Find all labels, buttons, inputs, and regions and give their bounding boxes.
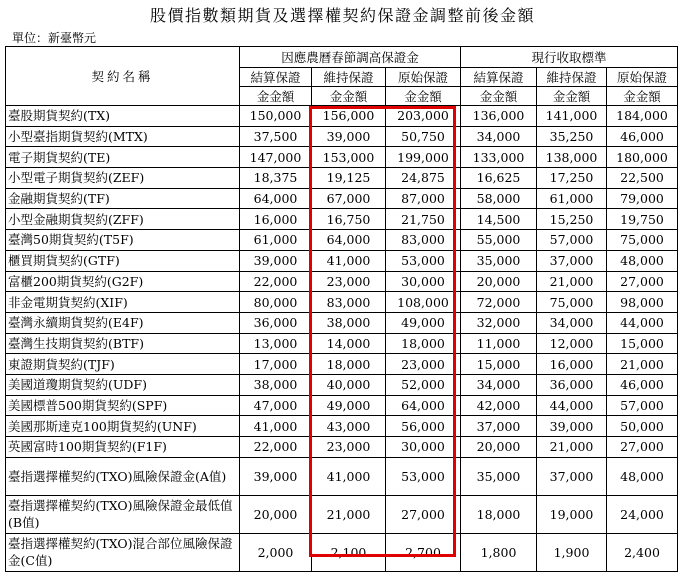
table-row — [6, 395, 678, 416]
contract-name-cell: 英國富時100期貨契約(F1F) — [6, 437, 240, 458]
adjusted-maintenance-cell: 153,000 — [312, 147, 386, 168]
current-maintenance-cell: 39,000 — [537, 416, 607, 437]
adjusted-clearing-cell: 41,000 — [240, 416, 312, 437]
adjusted-clearing-cell: 13,000 — [240, 333, 312, 354]
table-row — [6, 230, 678, 251]
contract-name-cell: 美國那斯達克100期貨契約(UNF) — [6, 416, 240, 437]
current-clearing-cell: 15,000 — [461, 354, 537, 375]
current-maintenance-cell: 12,000 — [537, 333, 607, 354]
current-initial-cell: 98,000 — [607, 292, 678, 313]
adjusted-maintenance-cell: 49,000 — [312, 395, 386, 416]
header-initial-bottom: 金金額 — [607, 87, 678, 106]
current-initial-cell: 79,000 — [607, 188, 678, 209]
adjusted-clearing-cell: 22,000 — [240, 271, 312, 292]
header-maintenance-top: 維持保證 — [312, 68, 386, 87]
current-initial-cell: 46,000 — [607, 126, 678, 147]
header-contract-name: 契約名稱 — [6, 47, 240, 106]
adjusted-initial-cell: 50,750 — [386, 126, 461, 147]
current-maintenance-cell: 35,250 — [537, 126, 607, 147]
header-maintenance-bottom: 金金額 — [312, 87, 386, 106]
contract-name-cell: 金融期貨契約(TF) — [6, 188, 240, 209]
current-maintenance-cell: 36,000 — [537, 374, 607, 395]
adjusted-maintenance-cell: 18,000 — [312, 354, 386, 375]
current-maintenance-cell: 37,000 — [537, 250, 607, 271]
current-maintenance-cell: 19,000 — [537, 495, 607, 533]
adjusted-clearing-cell: 22,000 — [240, 437, 312, 458]
header-initial-top: 原始保證 — [386, 68, 461, 87]
adjusted-clearing-cell: 39,000 — [240, 457, 312, 495]
adjusted-clearing-cell: 38,000 — [240, 374, 312, 395]
header-clearing-top: 結算保證 — [461, 68, 537, 87]
current-initial-cell: 21,000 — [607, 354, 678, 375]
adjusted-clearing-cell: 39,000 — [240, 250, 312, 271]
adjusted-initial-cell: 27,000 — [386, 495, 461, 533]
current-initial-cell: 184,000 — [607, 106, 678, 127]
current-clearing-cell: 35,000 — [461, 250, 537, 271]
adjusted-clearing-cell: 36,000 — [240, 312, 312, 333]
header-clearing-bottom: 金金額 — [461, 87, 537, 106]
adjusted-maintenance-cell: 39,000 — [312, 126, 386, 147]
adjusted-clearing-cell: 2,000 — [240, 533, 312, 571]
current-clearing-cell: 20,000 — [461, 271, 537, 292]
table-row — [6, 106, 678, 127]
adjusted-initial-cell: 83,000 — [386, 230, 461, 251]
current-clearing-cell: 133,000 — [461, 147, 537, 168]
contract-name-cell: 臺灣永續期貨契約(E4F) — [6, 312, 240, 333]
contract-name-cell: 電子期貨契約(TE) — [6, 147, 240, 168]
current-clearing-cell: 136,000 — [461, 106, 537, 127]
adjusted-clearing-cell: 47,000 — [240, 395, 312, 416]
header-maintenance-top: 維持保證 — [537, 68, 607, 87]
current-initial-cell: 27,000 — [607, 437, 678, 458]
current-clearing-cell: 34,000 — [461, 374, 537, 395]
adjusted-maintenance-cell: 43,000 — [312, 416, 386, 437]
contract-name-cell: 美國道瓊期貨契約(UDF) — [6, 374, 240, 395]
current-clearing-cell: 11,000 — [461, 333, 537, 354]
current-clearing-cell: 58,000 — [461, 188, 537, 209]
table-row — [6, 312, 678, 333]
adjusted-maintenance-cell: 2,100 — [312, 533, 386, 571]
adjusted-clearing-cell: 16,000 — [240, 209, 312, 230]
current-initial-cell: 22,500 — [607, 168, 678, 189]
table-row — [6, 188, 678, 209]
table-row — [6, 374, 678, 395]
current-maintenance-cell: 16,000 — [537, 354, 607, 375]
current-maintenance-cell: 21,000 — [537, 271, 607, 292]
adjusted-initial-cell: 203,000 — [386, 106, 461, 127]
contract-name-cell: 小型電子期貨契約(ZEF) — [6, 168, 240, 189]
table-row — [6, 333, 678, 354]
contract-name-cell: 非金電期貨契約(XIF) — [6, 292, 240, 313]
contract-name-cell: 臺股期貨契約(TX) — [6, 106, 240, 127]
contract-name-cell: 東證期貨契約(TJF) — [6, 354, 240, 375]
current-clearing-cell: 1,800 — [461, 533, 537, 571]
adjusted-maintenance-cell: 156,000 — [312, 106, 386, 127]
contract-name-cell: 小型臺指期貨契約(MTX) — [6, 126, 240, 147]
adjusted-clearing-cell: 61,000 — [240, 230, 312, 251]
header-clearing-top: 結算保證 — [240, 68, 312, 87]
current-clearing-cell: 20,000 — [461, 437, 537, 458]
adjusted-maintenance-cell: 41,000 — [312, 457, 386, 495]
adjusted-initial-cell: 49,000 — [386, 312, 461, 333]
current-clearing-cell: 55,000 — [461, 230, 537, 251]
current-clearing-cell: 42,000 — [461, 395, 537, 416]
unit-label: 單位：新臺幣元 — [12, 31, 97, 45]
current-maintenance-cell: 75,000 — [537, 292, 607, 313]
adjusted-initial-cell: 2,700 — [386, 533, 461, 571]
current-clearing-cell: 37,000 — [461, 416, 537, 437]
adjusted-maintenance-cell: 16,750 — [312, 209, 386, 230]
adjusted-initial-cell: 108,000 — [386, 292, 461, 313]
current-maintenance-cell: 44,000 — [537, 395, 607, 416]
adjusted-clearing-cell: 147,000 — [240, 147, 312, 168]
current-clearing-cell: 35,000 — [461, 457, 537, 495]
adjusted-initial-cell: 53,000 — [386, 250, 461, 271]
adjusted-maintenance-cell: 40,000 — [312, 374, 386, 395]
table-row — [6, 416, 678, 437]
contract-name-cell: 美國標普500期貨契約(SPF) — [6, 395, 240, 416]
table-row — [6, 533, 678, 571]
current-maintenance-cell: 141,000 — [537, 106, 607, 127]
current-maintenance-cell: 34,000 — [537, 312, 607, 333]
adjusted-maintenance-cell: 23,000 — [312, 271, 386, 292]
table-row — [6, 354, 678, 375]
current-initial-cell: 50,000 — [607, 416, 678, 437]
adjusted-clearing-cell: 20,000 — [240, 495, 312, 533]
contract-name-cell: 臺指選擇權契約(TXO)風險保證金(A值) — [6, 457, 240, 495]
adjusted-maintenance-cell: 23,000 — [312, 437, 386, 458]
table-body — [6, 106, 678, 572]
current-maintenance-cell: 17,250 — [537, 168, 607, 189]
margin-table — [5, 46, 678, 572]
current-maintenance-cell: 21,000 — [537, 437, 607, 458]
header-initial-bottom: 金金額 — [386, 87, 461, 106]
adjusted-initial-cell: 56,000 — [386, 416, 461, 437]
table-row — [6, 250, 678, 271]
current-initial-cell: 2,400 — [607, 533, 678, 571]
contract-name-cell: 富櫃200期貨契約(G2F) — [6, 271, 240, 292]
current-initial-cell: 15,000 — [607, 333, 678, 354]
current-initial-cell: 19,750 — [607, 209, 678, 230]
adjusted-initial-cell: 21,750 — [386, 209, 461, 230]
adjusted-initial-cell: 24,875 — [386, 168, 461, 189]
current-maintenance-cell: 138,000 — [537, 147, 607, 168]
adjusted-maintenance-cell: 67,000 — [312, 188, 386, 209]
current-initial-cell: 27,000 — [607, 271, 678, 292]
adjusted-initial-cell: 23,000 — [386, 354, 461, 375]
adjusted-initial-cell: 87,000 — [386, 188, 461, 209]
current-initial-cell: 46,000 — [607, 374, 678, 395]
adjusted-initial-cell: 53,000 — [386, 457, 461, 495]
current-initial-cell: 48,000 — [607, 457, 678, 495]
current-clearing-cell: 72,000 — [461, 292, 537, 313]
current-initial-cell: 44,000 — [607, 312, 678, 333]
adjusted-maintenance-cell: 14,000 — [312, 333, 386, 354]
adjusted-maintenance-cell: 19,125 — [312, 168, 386, 189]
adjusted-clearing-cell: 80,000 — [240, 292, 312, 313]
current-initial-cell: 180,000 — [607, 147, 678, 168]
adjusted-maintenance-cell: 64,000 — [312, 230, 386, 251]
contract-name-cell: 臺指選擇權契約(TXO)風險保證金最低值(B值) — [6, 495, 240, 533]
adjusted-maintenance-cell: 83,000 — [312, 292, 386, 313]
adjusted-maintenance-cell: 41,000 — [312, 250, 386, 271]
adjusted-clearing-cell: 150,000 — [240, 106, 312, 127]
adjusted-initial-cell: 30,000 — [386, 437, 461, 458]
current-initial-cell: 75,000 — [607, 230, 678, 251]
adjusted-initial-cell: 30,000 — [386, 271, 461, 292]
contract-name-cell: 小型金融期貨契約(ZFF) — [6, 209, 240, 230]
contract-name-cell: 臺灣生技期貨契約(BTF) — [6, 333, 240, 354]
adjusted-clearing-cell: 37,500 — [240, 126, 312, 147]
adjusted-initial-cell: 64,000 — [386, 395, 461, 416]
adjusted-clearing-cell: 17,000 — [240, 354, 312, 375]
table-row — [6, 147, 678, 168]
current-maintenance-cell: 37,000 — [537, 457, 607, 495]
table-row — [6, 209, 678, 230]
table-row — [6, 437, 678, 458]
header-clearing-bottom: 金金額 — [240, 87, 312, 106]
adjusted-maintenance-cell: 38,000 — [312, 312, 386, 333]
adjusted-initial-cell: 52,000 — [386, 374, 461, 395]
current-maintenance-cell: 57,000 — [537, 230, 607, 251]
header-initial-top: 原始保證 — [607, 68, 678, 87]
table-row — [6, 126, 678, 147]
current-clearing-cell: 32,000 — [461, 312, 537, 333]
current-clearing-cell: 14,500 — [461, 209, 537, 230]
current-initial-cell: 48,000 — [607, 250, 678, 271]
current-maintenance-cell: 1,900 — [537, 533, 607, 571]
adjusted-initial-cell: 199,000 — [386, 147, 461, 168]
contract-name-cell: 臺灣50期貨契約(T5F) — [6, 230, 240, 251]
current-clearing-cell: 16,625 — [461, 168, 537, 189]
current-initial-cell: 24,000 — [607, 495, 678, 533]
current-maintenance-cell: 15,250 — [537, 209, 607, 230]
header-maintenance-bottom: 金金額 — [537, 87, 607, 106]
table-row — [6, 168, 678, 189]
page-title: 股價指數類期貨及選擇權契約保證金調整前後金額 — [149, 6, 535, 25]
adjusted-maintenance-cell: 21,000 — [312, 495, 386, 533]
current-clearing-cell: 18,000 — [461, 495, 537, 533]
table-row — [6, 271, 678, 292]
contract-name-cell: 櫃買期貨契約(GTF) — [6, 250, 240, 271]
table-row — [6, 495, 678, 533]
adjusted-initial-cell: 18,000 — [386, 333, 461, 354]
current-initial-cell: 57,000 — [607, 395, 678, 416]
adjusted-clearing-cell: 18,375 — [240, 168, 312, 189]
contract-name-cell: 臺指選擇權契約(TXO)混合部位風險保證金(C值) — [6, 533, 240, 571]
current-clearing-cell: 34,000 — [461, 126, 537, 147]
current-maintenance-cell: 61,000 — [537, 188, 607, 209]
adjusted-clearing-cell: 64,000 — [240, 188, 312, 209]
header-group-adjusted: 因應農曆春節調高保證金 — [240, 47, 461, 68]
header-group-current: 現行收取標準 — [461, 47, 678, 68]
table-row — [6, 457, 678, 495]
table-row — [6, 292, 678, 313]
